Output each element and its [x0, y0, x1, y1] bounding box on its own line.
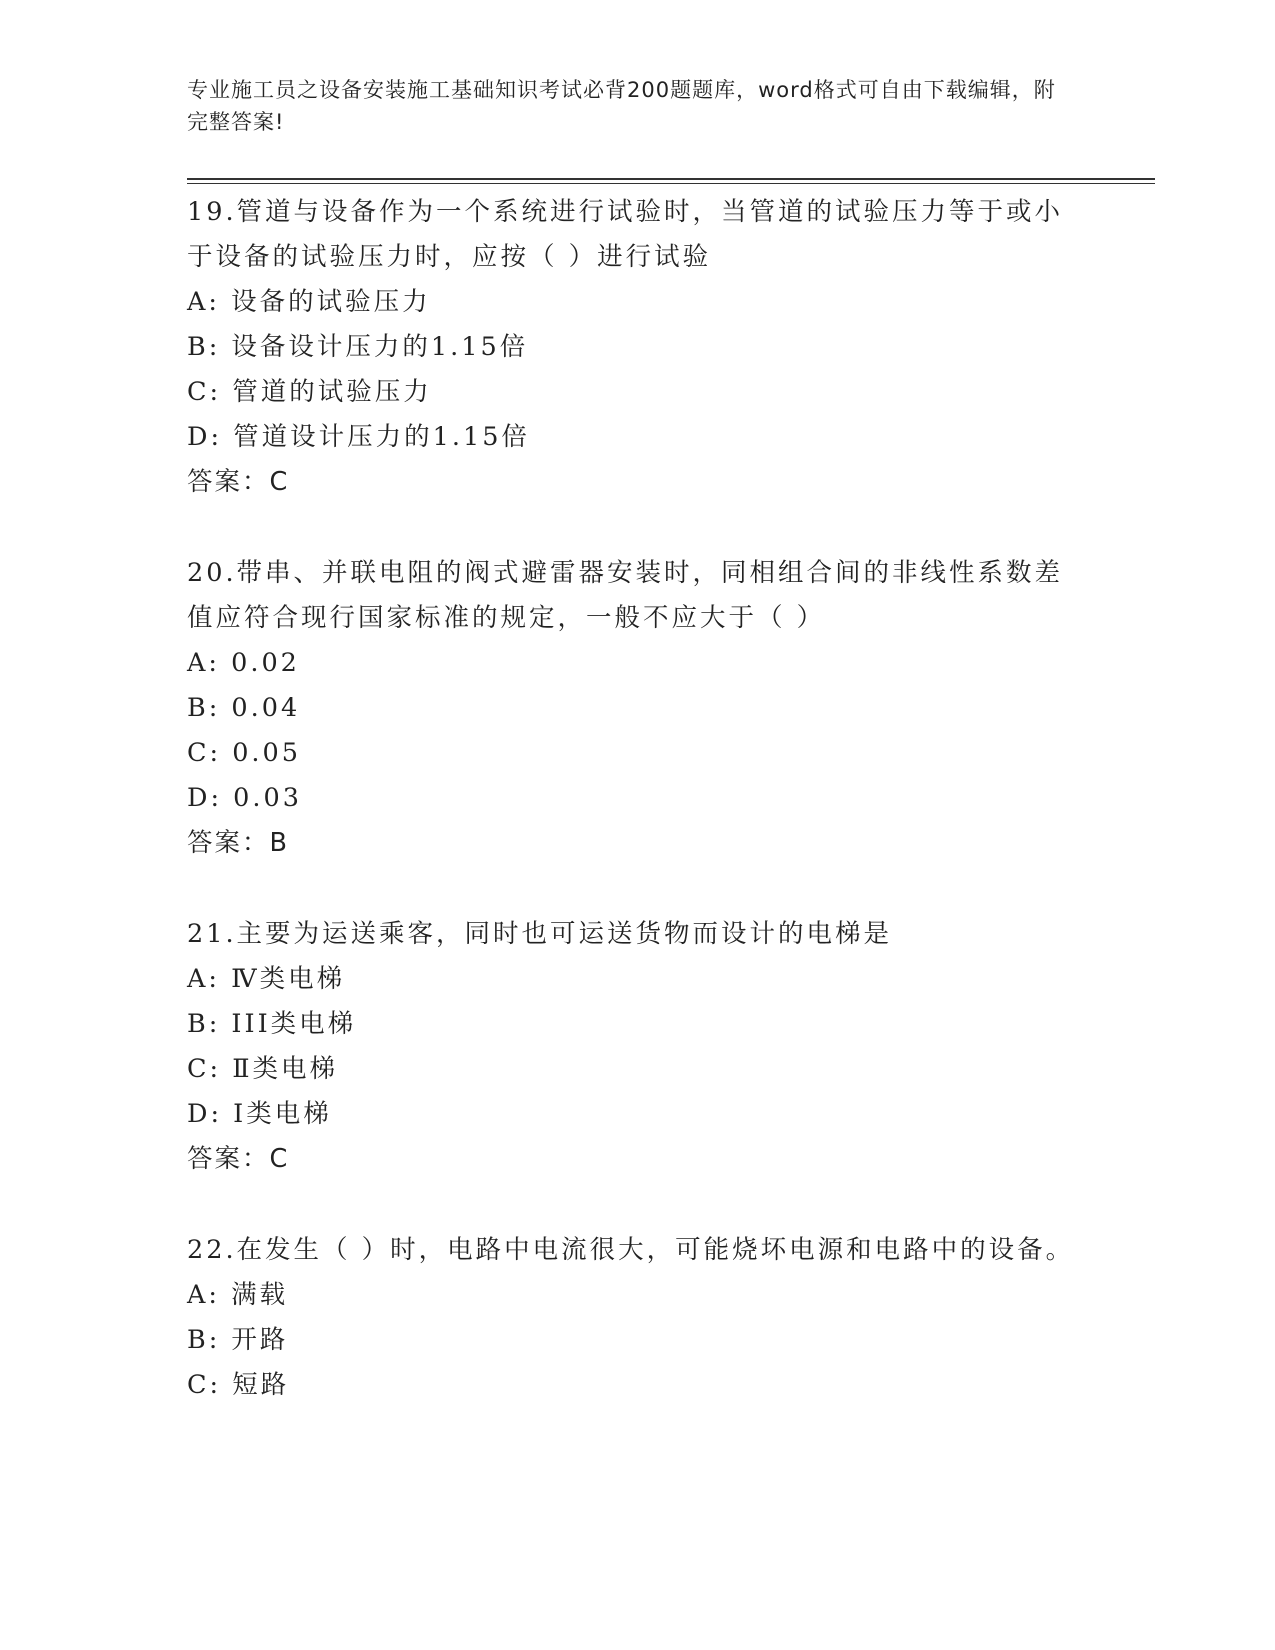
option-c: C: 短路	[187, 1370, 290, 1400]
question-22	[187, 1228, 1087, 1408]
document-header: 专业施工员之设备安装施工基础知识考试必背200题题库，word格式可自由下载编辑，附完整答案!	[187, 78, 1056, 134]
option-a: A: 0.02	[187, 648, 300, 678]
option-b: B: 0.04	[187, 693, 301, 723]
option-d: D: Ⅰ类电梯	[187, 1099, 332, 1129]
question-20	[187, 551, 1087, 866]
question-list	[187, 190, 1087, 1454]
option-d: D: 0.03	[187, 783, 302, 813]
option-b: B: 设备设计压力的1.15倍	[187, 332, 529, 362]
option-c: C: 0.05	[187, 738, 301, 768]
option-a: A: 满载	[187, 1280, 289, 1310]
option-b: B: III类电梯	[187, 1009, 357, 1039]
option-c: C: Ⅱ类电梯	[187, 1054, 339, 1084]
answer: 答案：B	[187, 828, 289, 858]
question-text: 19.管道与设备作为一个系统进行试验时，当管道的试验压力等于或小于设备的试验压力时，应按（ ）进行试验	[187, 197, 1064, 272]
option-a: A: 设备的试验压力	[187, 287, 431, 317]
option-c: C: 管道的试验压力	[187, 377, 432, 407]
option-b: B: 开路	[187, 1325, 289, 1355]
question-21	[187, 912, 1087, 1182]
question-text: 22.在发生（ ）时，电路中电流很大，可能烧坏电源和电路中的设备。	[187, 1235, 1075, 1265]
header-divider-thick	[187, 178, 1155, 180]
answer: 答案：C	[187, 467, 290, 497]
option-a: A: Ⅳ类电梯	[187, 964, 346, 994]
question-19	[187, 190, 1087, 505]
question-text: 21.主要为运送乘客，同时也可运送货物而设计的电梯是	[187, 919, 893, 949]
question-text: 20.带串、并联电阻的阀式避雷器安装时，同相组合间的非线性系数差值应符合现行国家标准的规定，一般不应大于（ ）	[187, 558, 1064, 633]
header-divider-thin	[187, 183, 1155, 184]
option-d: D: 管道设计压力的1.15倍	[187, 422, 530, 452]
answer: 答案：C	[187, 1144, 290, 1174]
